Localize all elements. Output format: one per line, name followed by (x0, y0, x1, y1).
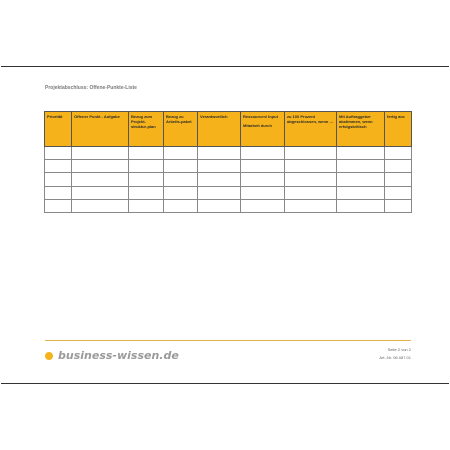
table-cell[interactable] (72, 160, 129, 173)
table-row (45, 173, 412, 186)
table-cell[interactable] (285, 173, 337, 186)
footer-divider (45, 340, 411, 341)
col-header-done-on: fertig am: (385, 112, 412, 147)
table-cell[interactable] (45, 173, 72, 186)
table-cell[interactable] (164, 186, 198, 199)
table-cell[interactable] (72, 147, 129, 160)
table-row (45, 199, 412, 212)
table-row (45, 186, 412, 199)
table-row (45, 160, 412, 173)
table-header-row (45, 112, 412, 147)
table-cell[interactable] (241, 199, 285, 212)
table-cell[interactable] (385, 173, 412, 186)
table-cell[interactable] (285, 186, 337, 199)
table-cell[interactable] (164, 199, 198, 212)
page-number: Seite 2 von 2 (387, 347, 411, 352)
col-header-resources: Ressourcen/ Input Mitarbeit durch (241, 112, 285, 147)
table-cell[interactable] (45, 160, 72, 173)
table-cell[interactable] (129, 147, 164, 160)
page-info (379, 346, 411, 362)
table-cell[interactable] (129, 173, 164, 186)
table-cell[interactable] (337, 199, 385, 212)
brand-logo[interactable] (45, 349, 179, 362)
table-cell[interactable] (385, 186, 412, 199)
table-cell[interactable] (129, 186, 164, 199)
table-cell[interactable] (385, 160, 412, 173)
table-cell[interactable] (285, 199, 337, 212)
col-header-responsible: Verantwortlich (198, 112, 241, 147)
table-cell[interactable] (164, 147, 198, 160)
table-cell[interactable] (129, 160, 164, 173)
table-cell[interactable] (72, 173, 129, 186)
logo-dot-icon (45, 352, 53, 360)
col-header-work-package: Bezug zu Arbeits-paket (164, 112, 198, 147)
table-cell[interactable] (241, 173, 285, 186)
table-cell[interactable] (164, 173, 198, 186)
table-cell[interactable] (72, 199, 129, 212)
open-items-table (44, 111, 412, 213)
table-cell[interactable] (198, 199, 241, 212)
table-cell[interactable] (337, 173, 385, 186)
table-cell[interactable] (72, 186, 129, 199)
table-cell[interactable] (45, 186, 72, 199)
table-cell[interactable] (164, 160, 198, 173)
table-cell[interactable] (285, 160, 337, 173)
table-cell[interactable] (241, 160, 285, 173)
table-cell[interactable] (337, 160, 385, 173)
article-number: Art.-Nr. 06.087.01 (379, 355, 411, 360)
table-cell[interactable] (241, 147, 285, 160)
table-cell[interactable] (337, 186, 385, 199)
table-cell[interactable] (198, 147, 241, 160)
col-header-client-agreement: Mit Auftraggeber abstimmen, wenn erfolgskritisch (337, 112, 385, 147)
col-header-open-item: Offener Punkt - Aufgabe (72, 112, 129, 147)
table-cell[interactable] (337, 147, 385, 160)
table-cell[interactable] (285, 147, 337, 160)
logo-text: business-wissen.de (58, 349, 179, 362)
table-cell[interactable] (385, 199, 412, 212)
table-cell[interactable] (385, 147, 412, 160)
col-header-complete-when: zu 100 Prozent abgeschlossen, wenn … (285, 112, 337, 147)
col-header-resources-sub: Mitarbeit durch (243, 123, 272, 128)
table-cell[interactable] (45, 147, 72, 160)
table-row (45, 147, 412, 160)
document-title: Projektabschluss: Offene-Punkte-Liste (45, 85, 137, 91)
table-cell[interactable] (129, 199, 164, 212)
table-cell[interactable] (45, 199, 72, 212)
table-cell[interactable] (198, 186, 241, 199)
table-cell[interactable] (241, 186, 285, 199)
table-cell[interactable] (198, 160, 241, 173)
table-cell[interactable] (198, 173, 241, 186)
col-header-psp: Bezug zum Projekt-struktur-plan (129, 112, 164, 147)
col-header-priority: Priorität (45, 112, 72, 147)
